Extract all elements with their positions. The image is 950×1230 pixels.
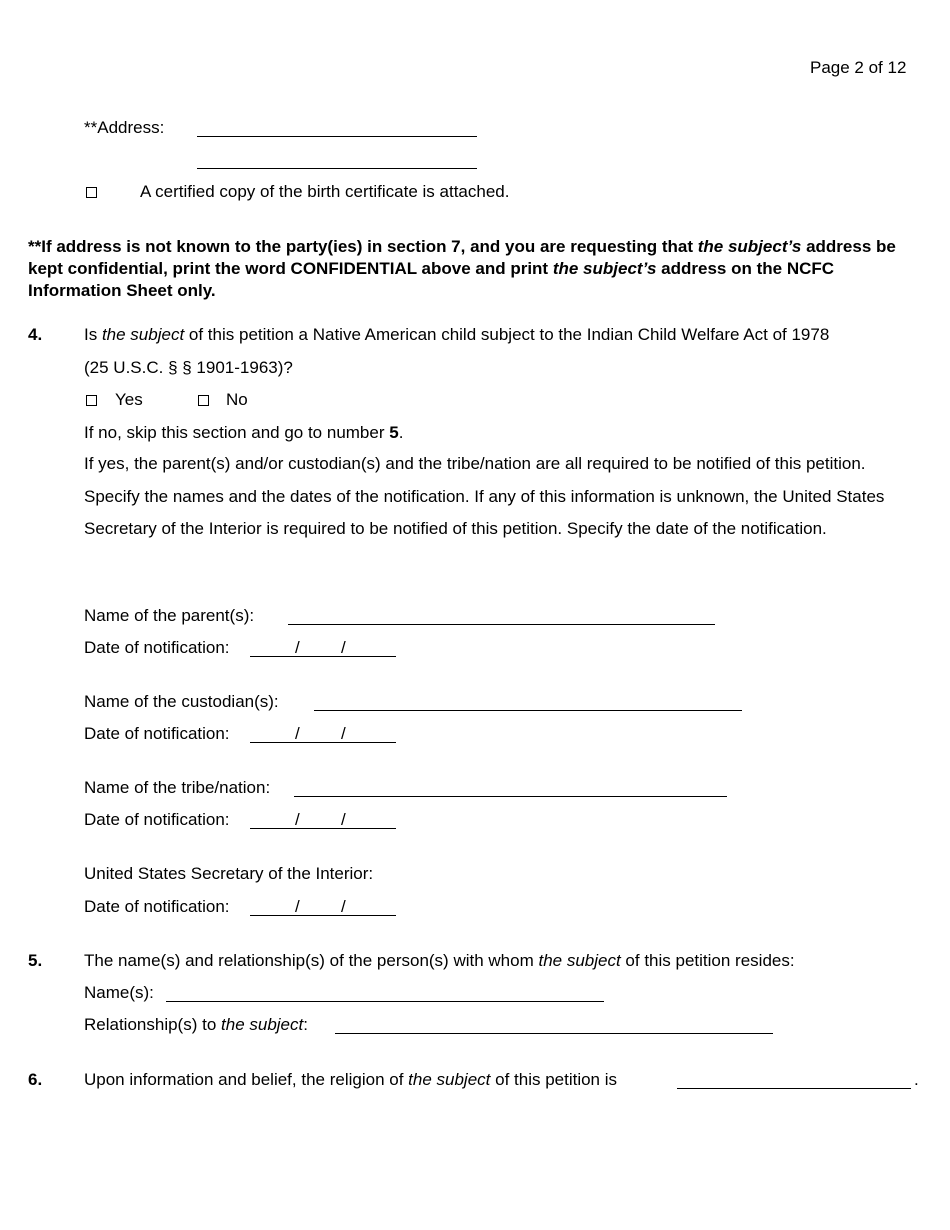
address-line-1-field[interactable]	[197, 136, 477, 137]
section-4-number: 4.	[28, 325, 43, 344]
skip-instruction: If no, skip this section and go to number 5.	[84, 423, 404, 442]
page-number: Page 2 of 12	[810, 58, 907, 77]
address-label: **Address:	[84, 118, 165, 137]
parent-name-label: Name of the parent(s):	[84, 606, 255, 625]
secretary-label: United States Secretary of the Interior:	[84, 864, 374, 883]
date-separator: /	[341, 897, 346, 916]
custodian-name-label: Name of the custodian(s):	[84, 692, 279, 711]
address-line-2-field[interactable]	[197, 168, 477, 169]
section-6-end-period: .	[914, 1070, 919, 1089]
tribe-date-field[interactable]	[250, 828, 396, 829]
notification-instructions: If yes, the parent(s) and/or custodian(s) and the tribe/nation are all required to be notified of this petition. Specify the names and the dates of the notification. If any of this information is unknown, the United States Secretary of the Interior is required to be notified of this petition. Specify the date of the notification.	[84, 454, 885, 538]
date-separator: /	[341, 724, 346, 743]
no-label: No	[226, 390, 248, 409]
custodian-name-field[interactable]	[314, 710, 742, 711]
date-separator: /	[341, 810, 346, 829]
date-separator: /	[295, 810, 300, 829]
confidential-note: **If address is not known to the party(ies) in section 7, and you are requesting that the subject’s address be kept confidential, print the word CONFIDENTIAL above and print the subject’s address on the NCFC Information Sheet only.	[28, 237, 896, 300]
custodian-date-field[interactable]	[250, 742, 396, 743]
parent-date-field[interactable]	[250, 656, 396, 657]
names-field[interactable]	[166, 1001, 604, 1002]
names-label: Name(s):	[84, 983, 154, 1002]
relationship-label: Relationship(s) to the subject:	[84, 1015, 308, 1034]
birth-certificate-checkbox[interactable]	[86, 187, 97, 198]
yes-label: Yes	[115, 390, 143, 409]
date-separator: /	[295, 724, 300, 743]
parent-date-label: Date of notification:	[84, 638, 230, 657]
date-separator: /	[341, 638, 346, 657]
date-separator: /	[295, 638, 300, 657]
birth-certificate-label: A certified copy of the birth certificate is attached.	[140, 182, 510, 201]
section-4-question-citation: (25 U.S.C. § § 1901-1963)?	[84, 358, 293, 377]
section-6-number: 6.	[28, 1070, 43, 1089]
tribe-name-label: Name of the tribe/nation:	[84, 778, 271, 797]
yes-checkbox[interactable]	[86, 395, 97, 406]
parent-name-field[interactable]	[288, 624, 715, 625]
tribe-name-field[interactable]	[294, 796, 727, 797]
date-separator: /	[295, 897, 300, 916]
section-6-text: Upon information and belief, the religion of the subject of this petition is	[84, 1070, 618, 1089]
secretary-date-field[interactable]	[250, 915, 396, 916]
custodian-date-label: Date of notification:	[84, 724, 230, 743]
section-5-text: The name(s) and relationship(s) of the person(s) with whom the subject of this petition resides:	[84, 951, 795, 970]
religion-field[interactable]	[677, 1088, 911, 1089]
secretary-date-label: Date of notification:	[84, 897, 230, 916]
section-5-number: 5.	[28, 951, 43, 970]
section-4-question: Is the subject of this petition a Native American child subject to the Indian Child Welfare Act of 1978	[84, 325, 830, 344]
relationship-field[interactable]	[335, 1033, 773, 1034]
no-checkbox[interactable]	[198, 395, 209, 406]
tribe-date-label: Date of notification:	[84, 810, 230, 829]
